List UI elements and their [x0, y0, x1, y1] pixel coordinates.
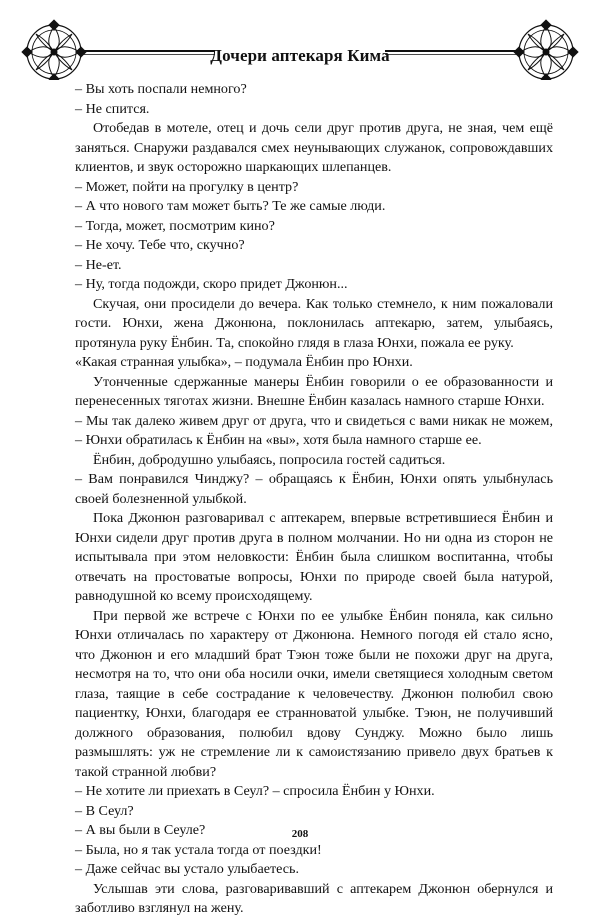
paragraph: Утонченные сдержанные манеры Ёнбин говорили о ее образованности и перенесенных тяготах жизни. Внешне Ёнбин казалась намного старше Юнхи. — [75, 373, 553, 409]
book-title: Дочери аптекаря Кима — [210, 46, 390, 65]
paragraph: При первой же встрече с Юнхи по ее улыбке Ёнбин поняла, как сильно Юнхи отличалась по характеру от Джонюна. Немного погодя ей стало ясно, что Джонюн и его младший брат Тэюн тоже были не похожи друг на друга, несмотря на то, что они оба носили очки, имели светящиеся холодным светом глаза, таящие в себе сострадание к человечеству. Джонюн полюбил свою пациентку, Юнхи, благодаря ее странноватой улыбке. Тэюн, не получивший должного образования, полюбил вдову Сунджу. Можно было лишь размышлять: уж не стремление ли к самоистязанию привело двух братьев к такой странной любви? — [75, 607, 553, 780]
paragraph: – Ну, тогда подожди, скоро придет Джонюн... — [75, 276, 348, 292]
paragraph: – Может, пойти на прогулку в центр? — [75, 178, 299, 195]
page-number: 208 — [291, 828, 309, 840]
paragraph: – Тогда, может, посмотрим кино? — [75, 217, 275, 234]
paragraph: – В Сеул? — [75, 802, 134, 819]
paragraph: – Не хочу. Тебе что, скучно? — [75, 237, 245, 253]
paragraph: Пока Джонюн разговаривал с аптекарем, впервые встретившиеся Ёнбин и Юнхи сидели друг против друга в полном молчании. Но ни одна из сторон не испытывала при этом неловкости: Ёнбин была слишком воспитанна, чтобы отвечать на простоватые вопросы, Юнхи по природе своей была натурой, равнодушной ко всему происходящему. — [75, 510, 553, 604]
body-text — [75, 80, 553, 919]
paragraph: – Не спится. — [75, 100, 150, 117]
paragraph: – Вы хоть поспали немного? — [75, 81, 247, 97]
paragraph: – Не-ет. — [75, 256, 122, 273]
running-header — [20, 10, 580, 80]
paragraph: Скучая, они просидели до вечера. Как только стемнело, к ним пожаловали гости. Юнхи, жена Джонюна, поклонилась аптекарю, затем, улыбаясь, протянула руку Ёнбин. Та, спокойно глядя в глаза Юнхи, пожала ее руку. — [75, 295, 553, 351]
paragraph: «Какая странная улыбка», – подумала Ёнбин про Юнхи. — [75, 354, 413, 370]
paragraph: – Мы так далеко живем друг от друга, что и свидеться с вами никак не можем, – Юнхи обратилась к Ёнбин на «вы», хотя была намного старше ее. — [75, 412, 553, 448]
paragraph: Ёнбин, добродушно улыбаясь, попросила гостей садиться. — [93, 451, 446, 468]
paragraph: – А что нового там может быть? Те же самые люди. — [75, 198, 386, 214]
paragraph: – Не хотите ли приехать в Сеул? – спросила Ёнбин у Юнхи. — [75, 783, 435, 799]
paragraph: – Была, но я так устала тогда от поездки! — [75, 841, 322, 858]
paragraph: Услышав эти слова, разговаривавший с аптекарем Джонюн обернулся и заботливо взглянул на жену. — [75, 880, 553, 916]
header-ornament — [20, 10, 580, 80]
paragraph: – Вам понравился Чинджу? – обращаясь к Ёнбин, Юнхи опять улыбнулась своей болезненной улыбкой. — [75, 471, 553, 507]
paragraph: – А вы были в Сеуле? — [75, 822, 206, 838]
paragraph: – Даже сейчас вы устало улыбаетесь. — [75, 861, 299, 877]
paragraph: Отобедав в мотеле, отец и дочь сели друг против друга, не зная, чем ещё заняться. Снаружи раздавался смех неунывающих служанок, сопровождавших клиентов, и звук осторожно шаркающих шлепанцев. — [75, 120, 553, 175]
